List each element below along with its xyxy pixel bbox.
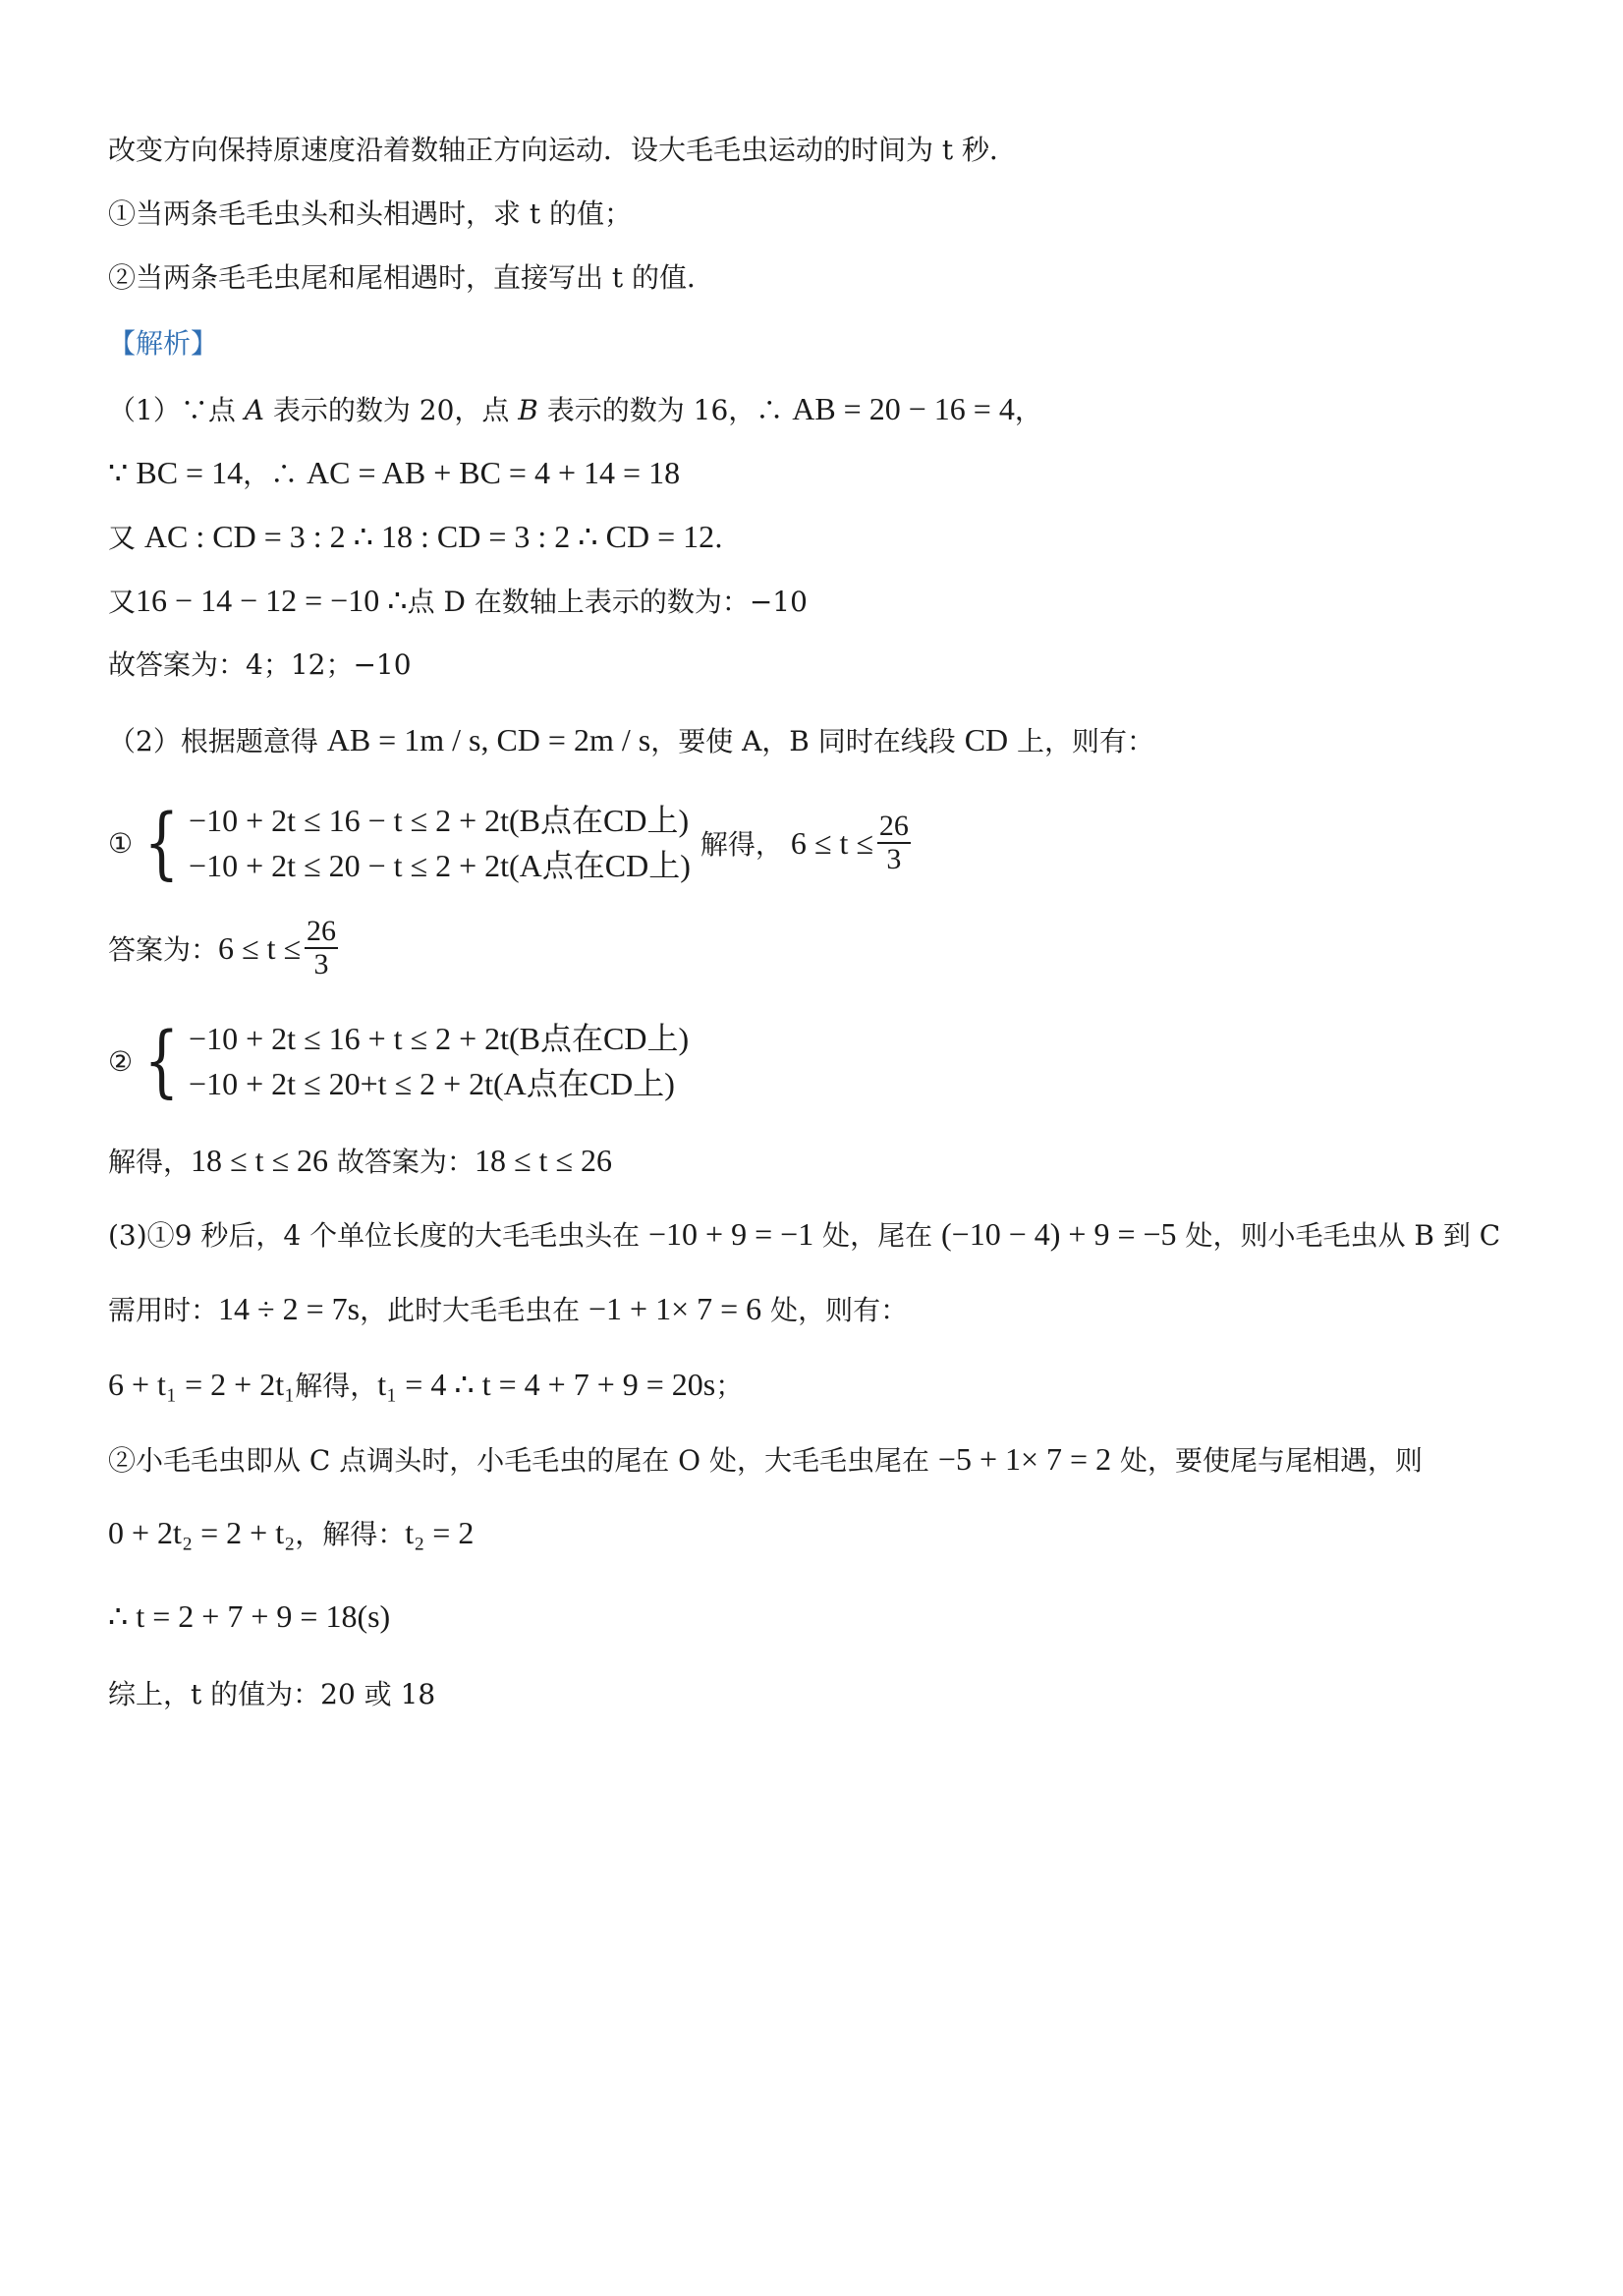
math-equation: 16 − 14 − 12 = −10 ∴ xyxy=(136,583,408,618)
fraction xyxy=(305,916,338,980)
problem-intro-line xyxy=(108,131,1535,170)
text-span: （2）根据题意得 xyxy=(108,725,327,757)
text-span: 又 xyxy=(108,522,144,554)
math-equation: ∵ BC = 14 xyxy=(108,455,244,490)
part1-line-4 xyxy=(108,581,1535,622)
case-marker: ② xyxy=(108,1044,134,1078)
system-rows xyxy=(189,1016,689,1106)
left-brace-icon: { xyxy=(143,1015,180,1106)
problem-intro-text: 改变方向保持原速度沿着数轴正方向运动．设大毛毛虫运动的时间为 t 秒． xyxy=(108,134,1018,166)
question-2-line xyxy=(108,258,1535,298)
text-span: 上，则有： xyxy=(1008,725,1155,757)
text-span: ，此时大毛毛虫在 xyxy=(360,1294,588,1326)
math-var-B: B xyxy=(518,394,538,426)
math-equation: 6 ≤ t ≤ xyxy=(218,929,302,966)
part2-answer-2-line xyxy=(108,1141,1535,1182)
math-equation: AC : CD = 3 : 2 ∴ 18 : CD = 3 : 2 ∴ CD = 12 xyxy=(143,519,715,554)
math-equation: t₂ = 2 xyxy=(405,1515,475,1550)
text-span: 表示的数为 16，∴ xyxy=(537,394,793,426)
text-span: 解得， xyxy=(700,828,783,861)
part3-line-5 xyxy=(108,1513,1535,1554)
math-equation: 0 + 2t₂ = 2 + t₂ xyxy=(108,1515,296,1550)
text-span: 处，尾在 xyxy=(813,1219,941,1252)
text-span: −10 xyxy=(749,586,808,618)
answer-text: 故答案为：4；12；−10 xyxy=(108,648,412,681)
part3-line-1 xyxy=(108,1214,1535,1256)
text-span: 点 D 在数轴上表示的数为： xyxy=(407,586,750,618)
math-equation: −10 + 9 = −1 xyxy=(648,1216,814,1252)
fraction xyxy=(877,811,911,875)
math-var-A: A xyxy=(244,394,264,426)
final-answer-line xyxy=(108,1675,1535,1714)
fraction-denominator: 3 xyxy=(313,948,329,980)
question-1-line xyxy=(108,195,1535,234)
part2-intro-line xyxy=(108,720,1535,761)
text-span: 解得， xyxy=(295,1370,378,1402)
math-equation: AB = 1m / s, CD = 2m / s xyxy=(326,722,651,757)
system-row: −10 + 2t ≤ 16 + t ≤ 2 + 2t(B点在CD上) xyxy=(189,1021,690,1056)
math-equation: −5 + 1× 7 = 2 xyxy=(937,1441,1112,1477)
math-equation: 6 ≤ t ≤ xyxy=(790,824,873,861)
text-span: 又 xyxy=(108,586,137,618)
part2-answer-1-line xyxy=(108,916,338,980)
final-answer-text: 综上，t 的值为：20 或 18 xyxy=(108,1678,436,1710)
system-rows xyxy=(189,798,691,888)
text-span: 解得， xyxy=(108,1146,192,1178)
math-equation: 18 ≤ t ≤ 26 xyxy=(191,1143,329,1178)
system-row: −10 + 2t ≤ 20 − t ≤ 2 + 2t(A点在CD上) xyxy=(189,848,691,883)
part3-line-2 xyxy=(108,1289,1535,1330)
text-span: ，解得： xyxy=(295,1518,406,1550)
analysis-heading-line xyxy=(108,324,1535,364)
text-span: 处，则小毛毛虫从 B 到 C xyxy=(1176,1219,1501,1252)
question-2-text: ②当两条毛毛虫尾和尾相遇时，直接写出 t 的值． xyxy=(108,261,715,294)
system-row: −10 + 2t ≤ 16 − t ≤ 2 + 2t(B点在CD上) xyxy=(189,803,690,838)
math-equation: AB = 20 − 16 = 4 xyxy=(792,391,1015,426)
text-span: ②小毛毛虫即从 C 点调头时，小毛毛虫的尾在 O 处，大毛毛虫尾在 xyxy=(108,1444,938,1477)
text-span: ，要使 A，B 同时在线段 xyxy=(650,725,965,757)
math-equation: −1 + 1× 7 = 6 xyxy=(588,1291,762,1326)
part1-line-2 xyxy=(108,453,1535,494)
inequality-system-2 xyxy=(108,1016,689,1106)
text-span: (3)①9 秒后，4 个单位长度的大毛毛虫头在 xyxy=(108,1219,648,1252)
part1-line-3 xyxy=(108,517,1535,558)
fraction-numerator: 26 xyxy=(307,915,337,947)
left-brace-icon: { xyxy=(143,797,180,888)
text-span: 答案为： xyxy=(108,933,219,966)
math-equation: (−10 − 4) + 9 = −5 xyxy=(941,1216,1177,1252)
text-span: （1）∵点 xyxy=(108,394,245,426)
math-equation: t₁ = 4 ∴ t = 4 + 7 + 9 = 20s xyxy=(377,1367,716,1402)
analysis-heading: 【解析】 xyxy=(108,327,219,360)
math-equation: 14 ÷ 2 = 7s xyxy=(218,1291,361,1326)
math-equation: ∴ t = 2 + 7 + 9 = 18(s) xyxy=(108,1598,391,1634)
part1-line-1 xyxy=(108,389,1535,430)
part3-line-6 xyxy=(108,1596,1535,1638)
text-span: ，∴ xyxy=(243,458,307,490)
text-span: 处，要使尾与尾相遇，则 xyxy=(1111,1444,1423,1477)
case-marker: ① xyxy=(108,826,134,860)
part3-line-3 xyxy=(108,1365,1535,1406)
part3-line-4 xyxy=(108,1439,1535,1481)
text-span: ， xyxy=(1014,394,1042,426)
math-equation: 6 + t₁ = 2 + 2t₁ xyxy=(108,1367,296,1402)
text-span: ； xyxy=(715,1370,744,1402)
inequality-system-1 xyxy=(108,798,911,888)
math-equation: AC = AB + BC = 4 + 14 = 18 xyxy=(307,455,681,490)
math-equation: 18 ≤ t ≤ 26 xyxy=(474,1143,612,1178)
fraction-numerator: 26 xyxy=(878,810,909,842)
fraction-denominator: 3 xyxy=(886,843,902,875)
text-span: 需用时： xyxy=(108,1294,219,1326)
text-span: 故答案为： xyxy=(328,1146,475,1178)
math-var-CD: CD xyxy=(964,722,1009,757)
question-1-text: ①当两条毛毛虫头和头相遇时，求 t 的值； xyxy=(108,197,633,230)
text-span: 处，则有： xyxy=(761,1294,909,1326)
text-span: 表示的数为 20，点 xyxy=(263,394,519,426)
text-span: ． xyxy=(714,522,743,554)
part1-answer-line xyxy=(108,645,1535,685)
system-row: −10 + 2t ≤ 20+t ≤ 2 + 2t(A点在CD上) xyxy=(189,1066,675,1101)
